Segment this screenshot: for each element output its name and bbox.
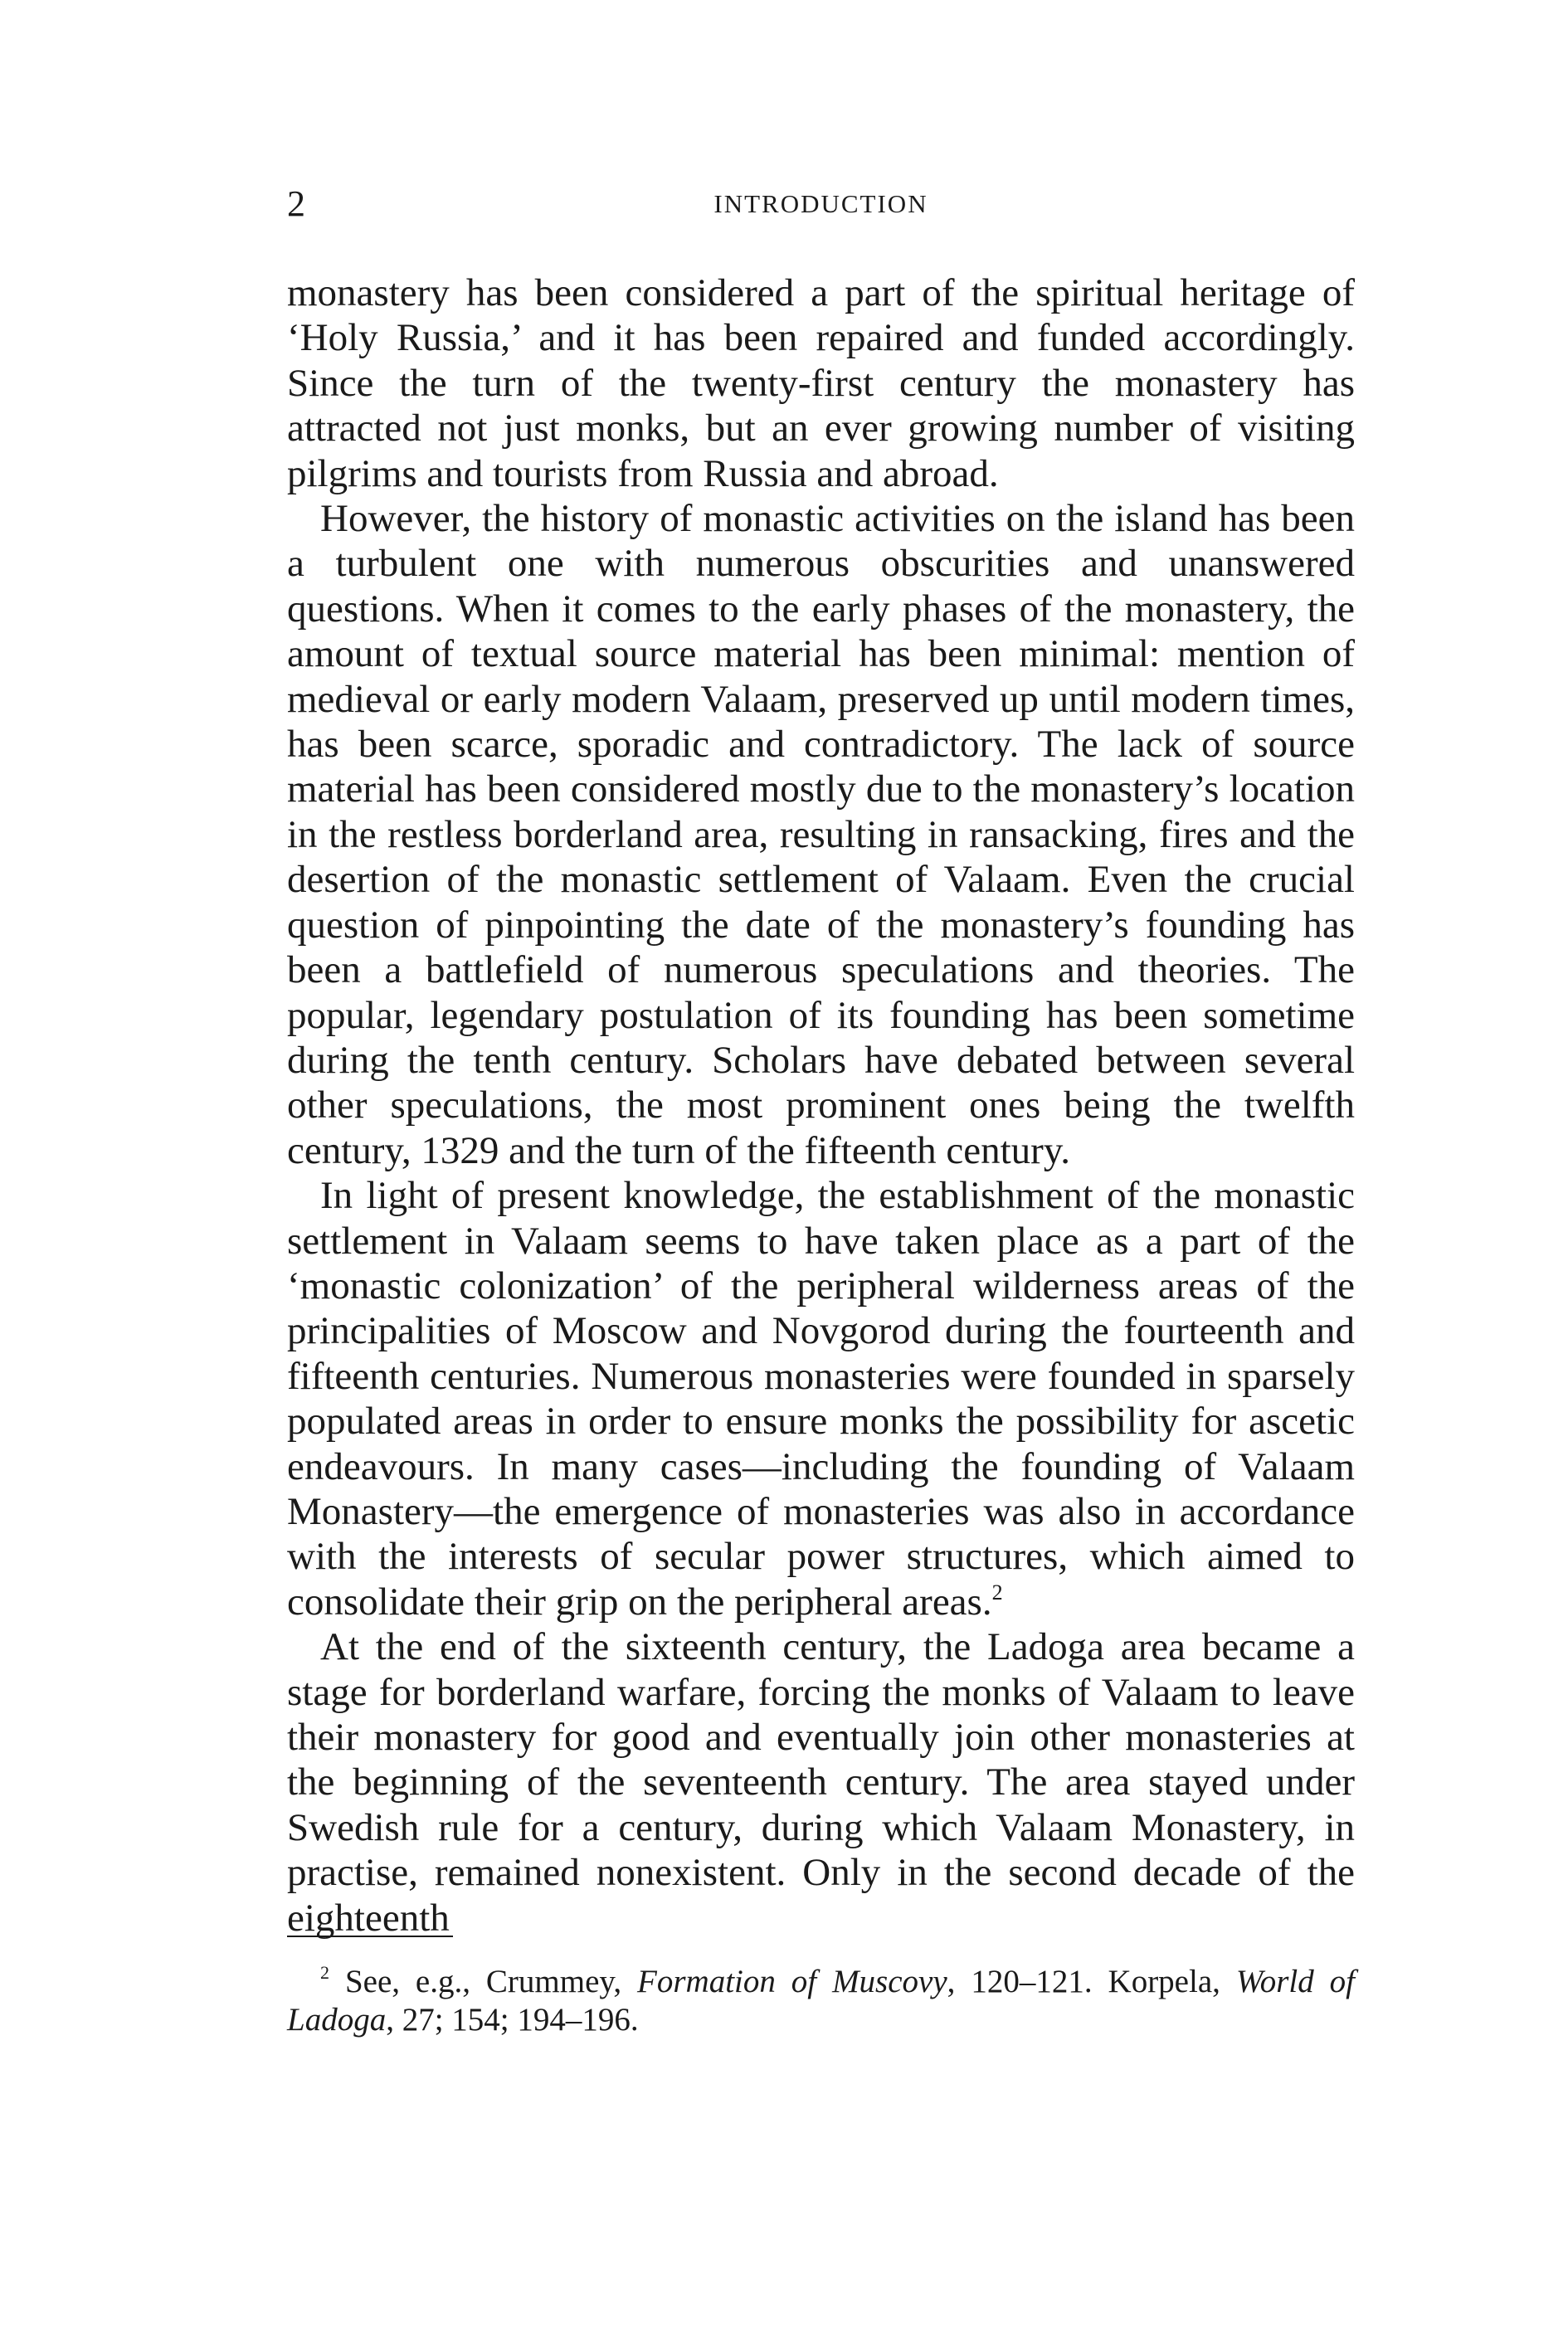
paragraph-2: However, the history of monastic activities on the island has been a turbulent one with numerous obscurities and unanswered questions. When it comes to the early phases of the monastery, the amount of textual source material has been minimal: mention of medieval or early modern Valaam, preserved up until modern times, has been scarce, sporadic and contradictory. The lack of source material has been considered mostly due to the monastery’s location in the restless borderland area, resulting in ransacking, fires and the desertion of the monastic settlement of Valaam. Even the crucial question of pinpointing the date of the monastery’s founding has been a battlefield of numerous speculations and theories. The popular, legendary postulation of its founding has been sometime during the tenth century. Scholars have debated between several other speculations, the most prominent ones being the twelfth century, 1329 and the turn of the fifteenth century. [287,497,1355,1172]
footnote-rule [287,1936,453,1937]
footnote-text-1: See, e.g., Crummey, [344,1964,638,1999]
footnote-reference: 2 [991,1580,1003,1605]
body-text [287,270,1355,1941]
paragraph-1: monastery has been considered a part of the spiritual heritage of ‘Holy Russia,’ and it has been repaired and funded accordingly. Since the turn of the twenty-first century the monastery has attracted not just monks, but an ever growing number of visiting pilgrims and tourists from Russia and abroad. [287,271,1355,495]
paragraph-3 [287,1173,1355,1624]
paragraph-4: At the end of the sixteenth century, the Ladoga area became a stage for borderland warfare, forcing the monks of Valaam to leave their monastery for good and eventually join other monasteries at the beginning of the seventeenth century. The area stayed under Swedish rule for a century, during which Valaam Monastery, in practise, remained nonexistent. Only in the second decade of the eighteenth [287,1625,1355,1940]
footnote-text-3: , 27; 154; 194–196. [386,2002,639,2038]
footnote-text-2: , 120–121. Korpela, [947,1964,1236,1999]
footnote-title-1: Formation of Muscovy [637,1964,947,1999]
footnote-title-2: World of Ladoga [287,1964,1356,2038]
footnote [287,1963,1355,2039]
running-head: INTRODUCTION [713,189,928,218]
paragraph-3-text: In light of present knowledge, the establishment of the monastic settlement in Valaam seems to have taken place as a part of the ‘monastic colonization’ of the peripheral wilderness areas of the principalities of Moscow and Novgorod during the fourteenth and fifteenth centuries. Numerous monasteries were founded in sparsely populated areas in order to ensure monks the possibility for ascetic endeavours. In many cases—including the founding of Valaam Monastery—the emergence of monasteries was also in accordance with the interests of secular power structures, which aimed to consolidate their grip on the peripheral areas. [287,1174,1355,1624]
page-number: 2 [287,183,305,224]
footnote-marker: 2 [320,1962,329,1983]
